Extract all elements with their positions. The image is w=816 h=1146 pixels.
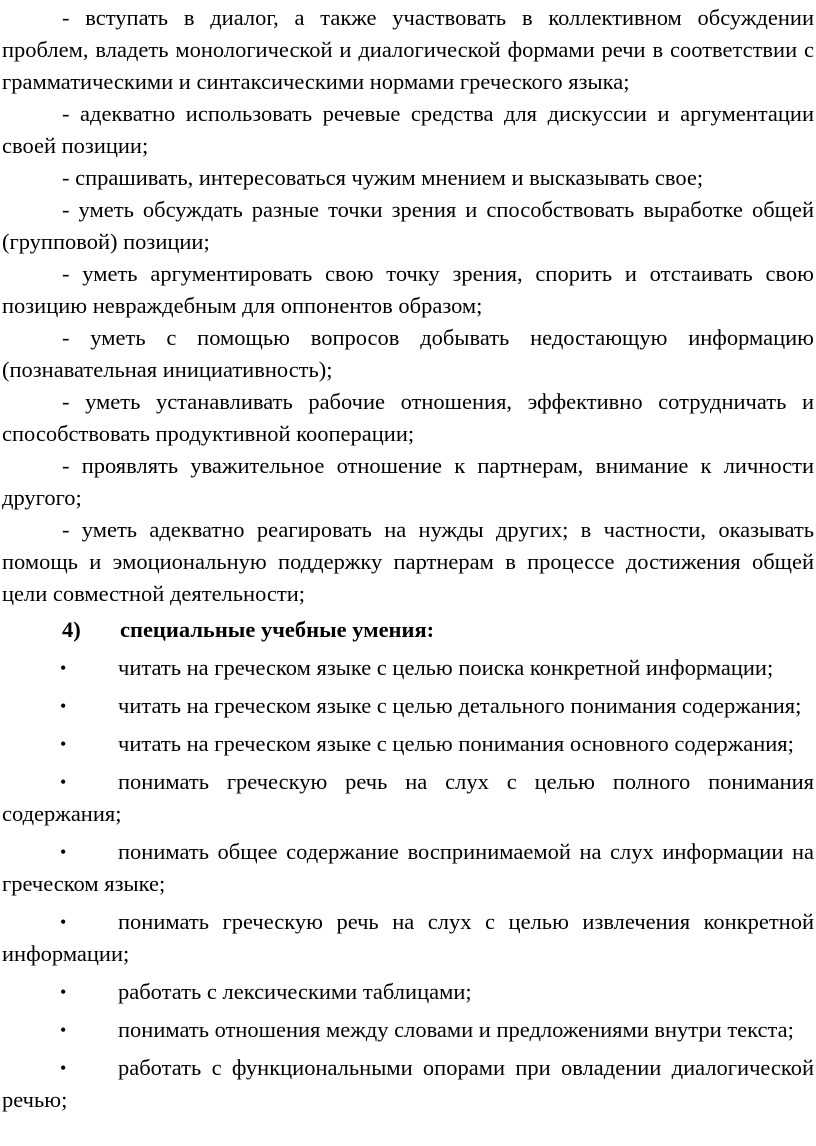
paragraph-argue: - уметь аргументировать свою точку зрения, спорить и отстаивать свою позицию невраждебным для оппонентов образом; [2,261,814,318]
list-item-text: понимать отношения между словами и предложениями внутри текста; [118,1017,794,1042]
list-item-text: работать с функциональными опорами при овладении диалогической речью; [2,1055,814,1112]
paragraph-cooperation: - уметь устанавливать рабочие отношения, эффективно сотрудничать и способствовать продуктивной кооперации; [2,389,814,446]
bullet-icon: • [60,772,67,792]
list-item [2,836,814,900]
list-item [2,906,814,970]
bullet-icon: • [60,696,67,716]
bullet-icon: • [60,842,67,862]
bullet-icon: • [60,912,67,932]
list-item [2,1052,814,1116]
list-item-text: понимать греческую речь на слух с целью полного понимания содержания; [2,769,814,826]
list-item [2,766,814,830]
paragraph-speech-means: - адекватно использовать речевые средства для дискуссии и аргументации своей позиции; [2,101,814,158]
paragraph-respect: - проявлять уважительное отношение к партнерам, внимание к личности другого; [2,453,814,510]
bullet-icon: • [60,982,67,1002]
list-item-text: читать на греческом языке с целью детального понимания содержания; [118,693,802,718]
list-item-text: работать с лексическими таблицами; [118,979,472,1004]
list-item-text: понимать общее содержание воспринимаемой на слух информации на греческом языке; [2,839,814,896]
bullet-icon: • [60,658,67,678]
list-item-text: понимать греческую речь на слух с целью извлечения конкретной информации; [2,909,814,966]
list-item-text: читать на греческом языке с целью поиска конкретной информации; [118,655,774,680]
paragraph-dialog: - вступать в диалог, а также участвовать в коллективном обсуждении проблем, владеть монологической и диалогической формами речи в соответствии с грамматическими и синтаксическими нормами греческого языка; [2,5,814,94]
list-item-text: читать на греческом языке с целью понимания основного содержания; [118,731,794,756]
list-item [2,652,814,684]
list-item [2,690,814,722]
paragraph-ask-opinion: - спрашивать, интересоваться чужим мнением и высказывать свое; [62,165,704,190]
section-heading [2,614,814,646]
paragraph-discuss-views: - уметь обсуждать разные точки зрения и способствовать выработке общей (групповой) позиции; [2,197,814,254]
bullet-icon: • [60,1058,67,1078]
bullet-icon: • [60,734,67,754]
list-item [2,976,814,1008]
bullet-icon: • [60,1020,67,1040]
paragraph-react-needs: - уметь адекватно реагировать на нужды других; в частности, оказывать помощь и эмоциональную поддержку партнерам в процессе достижения общей цели совместной деятельности; [2,517,814,606]
section-number: 4) [62,617,81,642]
list-item [2,728,814,760]
paragraph-questions: - уметь с помощью вопросов добывать недостающую информацию (познавательная инициативность); [2,325,814,382]
section-title: специальные учебные умения: [120,617,435,642]
list-item [2,1014,814,1046]
